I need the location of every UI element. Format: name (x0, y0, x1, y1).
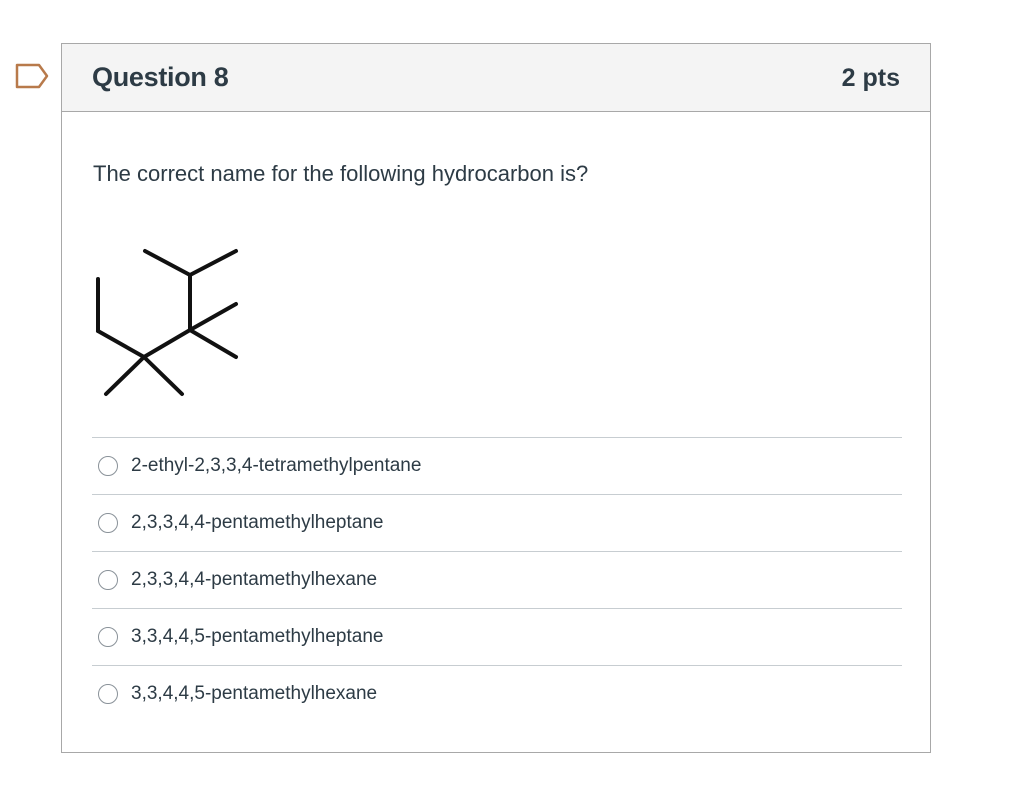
flag-question-icon[interactable] (15, 63, 49, 89)
radio-button[interactable] (98, 684, 118, 704)
answer-option[interactable] (92, 608, 902, 665)
answer-option[interactable] (92, 665, 902, 722)
answer-label: 3,3,4,4,5-pentamethylheptane (131, 626, 384, 647)
question-title: Question 8 (92, 62, 229, 92)
question-points: 2 pts (841, 64, 900, 92)
answer-label: 2,3,3,4,4-pentamethylhexane (131, 569, 378, 590)
question-card (61, 43, 931, 753)
radio-button[interactable] (98, 456, 118, 476)
radio-button[interactable] (98, 513, 118, 533)
answer-option[interactable] (92, 437, 902, 494)
answer-option[interactable] (92, 494, 902, 551)
answer-label: 2-ethyl-2,3,3,4-tetramethylpentane (131, 455, 422, 476)
radio-button[interactable] (98, 570, 118, 590)
question-header (62, 44, 930, 112)
answer-option[interactable] (92, 551, 902, 608)
radio-button[interactable] (98, 627, 118, 647)
answer-label: 2,3,3,4,4-pentamethylheptane (131, 512, 384, 533)
answer-label: 3,3,4,4,5-pentamethylhexane (131, 683, 378, 704)
question-prompt: The correct name for the following hydrocarbon is? (93, 161, 589, 186)
answer-list (92, 437, 902, 722)
hydrocarbon-structure-diagram (90, 239, 250, 409)
